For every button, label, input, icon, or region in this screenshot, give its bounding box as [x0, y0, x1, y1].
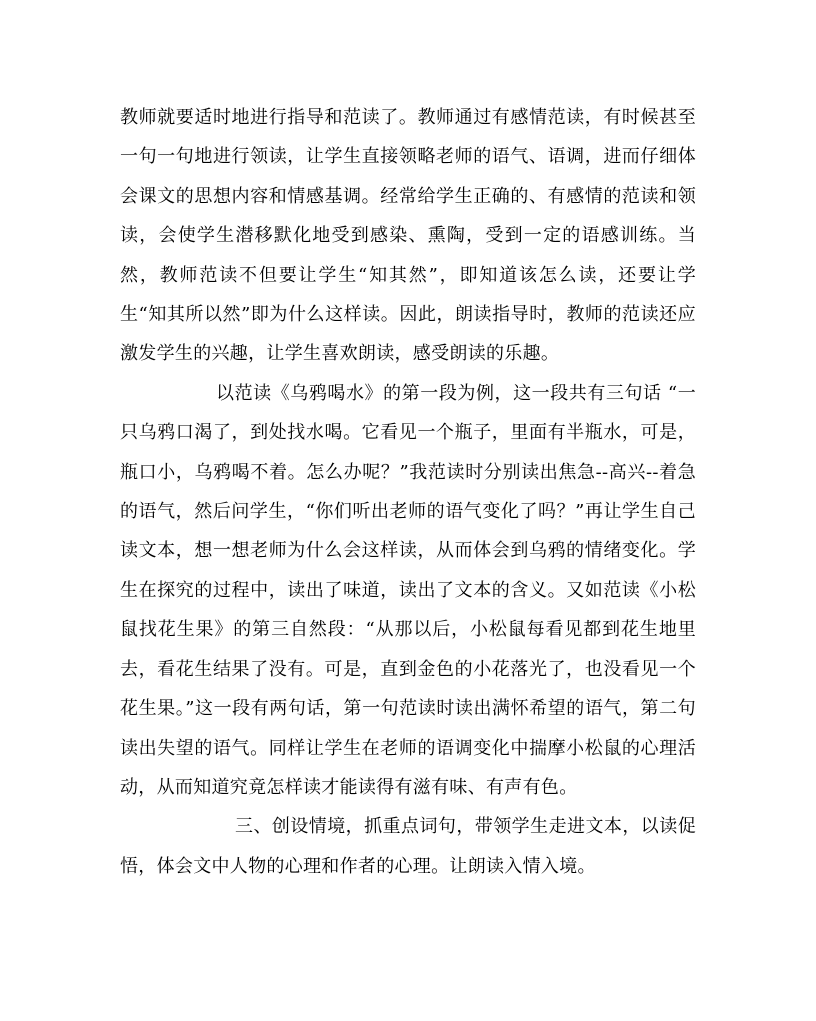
document-body [120, 98, 696, 886]
paragraph-section-three: 三、创设情境，抓重点词句，带领学生走进文本，以读促悟，体会文中人物的心理和作者的心理。让朗读入情入境。 [120, 816, 696, 877]
paragraph-example: 以范读《乌鸦喝水》的第一段为例，这一段共有三句话 “一只乌鸦口渴了，到处找水喝。它看见一个瓶子，里面有半瓶水，可是，瓶口小，乌鸦喝不着。怎么办呢？”我范读时分别读出焦急--高兴--着急的语气，然后问学生，“你们听出老师的语气变化了吗？”再让学生自己读文本，想一想老师为什么会这样读，从而体会到乌鸦的情绪变化。学生在探究的过程中，读出了味道，读出了文本的含义。又如范读《小松鼠找花生果》的第三自然段：“从那以后，小松鼠每看见都到花生地里去，看花生结果了没有。可是，直到金色的小花落光了，也没看见一个花生果。”这一段有两句话，第一句范读时读出满怀希望的语气，第二句读出失望的语气。同样让学生在老师的语调变化中揣摩小松鼠的心理活动，从而知道究竟怎样读才能读得有滋有味、有声有色。 [120, 382, 696, 798]
paragraph-continued: 教师就要适时地进行指导和范读了。教师通过有感情范读，有时候甚至一句一句地进行领读，让学生直接领略老师的语气、语调，进而仔细体会课文的思想内容和情感基调。经常给学生正确的、有感情的范读和领读，会使学生潜移默化地受到感染、熏陶，受到一定的语感训练。当然，教师范读不但要让学生“知其然”，即知道该怎么读，还要让学生“知其所以然”即为什么这样读。因此，朗读指导时，教师的范读还应激发学生的兴趣，让学生喜欢朗读，感受朗读的乐趣。 [120, 107, 696, 365]
